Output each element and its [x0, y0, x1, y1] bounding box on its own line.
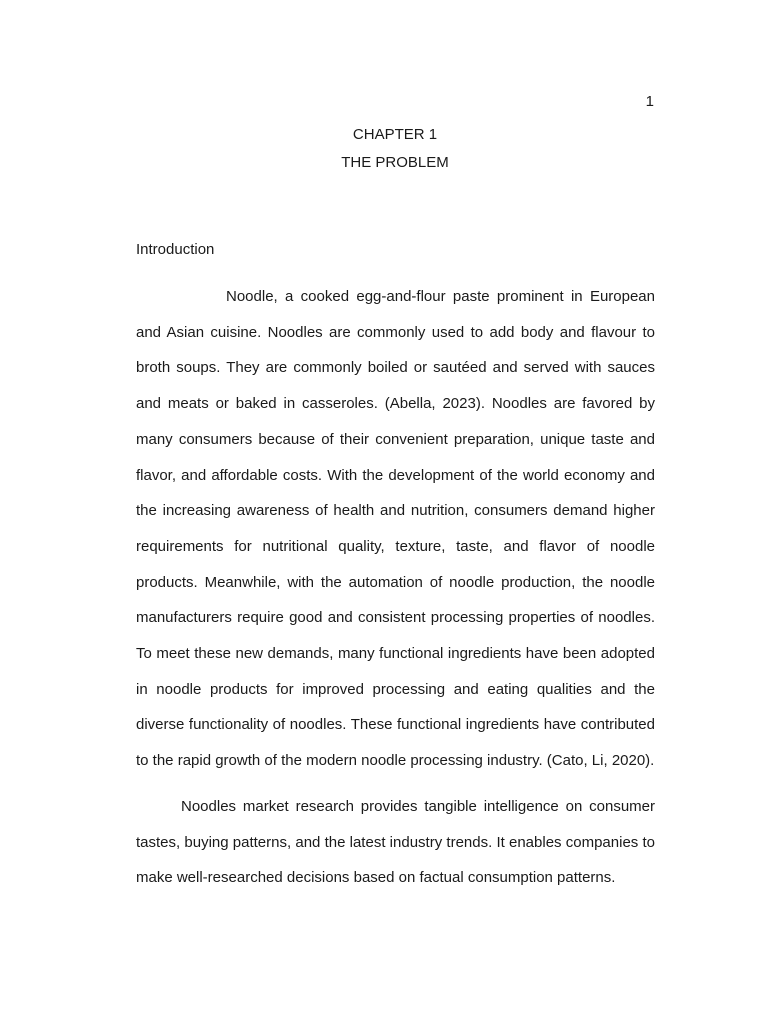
- body-text: [136, 279, 655, 896]
- paragraph-2: Noodles market research provides tangible intelligence on consumer tastes, buying patterns, and the latest industry trends. It enables companies to make well-researched decisions based on factual consumption patterns.: [136, 797, 655, 887]
- section-title: Introduction: [136, 241, 215, 258]
- chapter-title: THE PROBLEM: [341, 154, 449, 171]
- chapter-number: CHAPTER 1: [352, 126, 438, 143]
- page-number: 1: [645, 93, 654, 110]
- paragraph-1: Noodle, a cooked egg-and-flour paste prominent in European and Asian cuisine. Noodles are commonly used to add body and flavour to broth soups. They are commonly boiled or sautéed and served with sauces and meats or baked in casseroles. (Abella, 2023). Noodles are favored by many consumers because of their convenient preparation, unique taste and flavor, and affordable costs. With the development of the world economy and the increasing awareness of health and nutrition, consumers demand higher requirements for nutritional quality, texture, taste, and flavor of noodle products. Meanwhile, with the automation of noodle production, the noodle manufacturers require good and consistent processing properties of noodles. To meet these new demands, many functional ingredients have been adopted in noodle products for improved processing and eating qualities and the diverse functionality of noodles. These functional ingredients have contributed to the rapid growth of the modern noodle processing industry. (Cato, Li, 2020).: [136, 288, 655, 770]
- chapter-heading: [0, 121, 768, 177]
